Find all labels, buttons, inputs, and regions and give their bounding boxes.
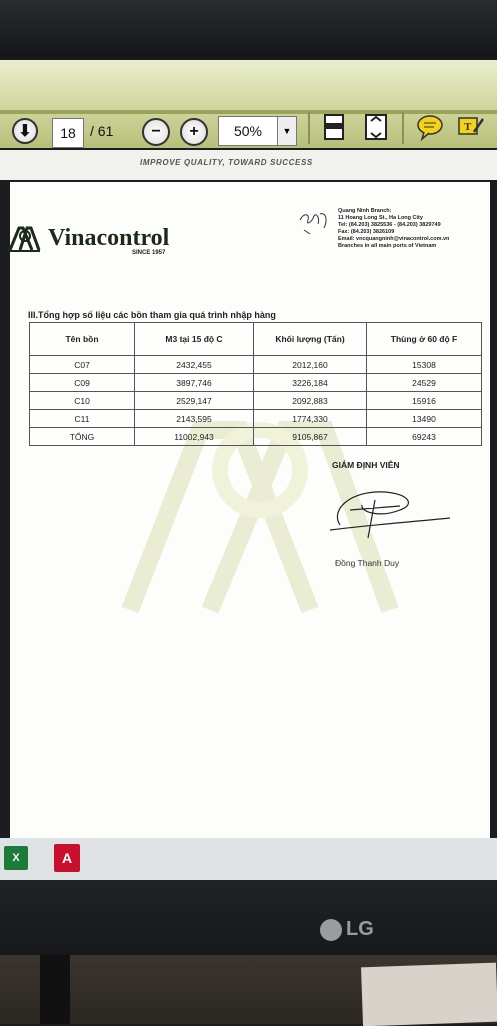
section-title: III.Tổng hợp số liệu các bồn tham gia quá trình nhập hàng bbox=[28, 310, 276, 320]
table-cell: 2012,160 bbox=[254, 356, 367, 374]
table-cell: 24529 bbox=[367, 374, 482, 392]
table-cell: C09 bbox=[30, 374, 135, 392]
fit-width-button[interactable] bbox=[322, 112, 346, 142]
fit-page-button[interactable] bbox=[362, 112, 386, 142]
table-cell: 2092,883 bbox=[254, 392, 367, 410]
table-cell: 15916 bbox=[367, 392, 482, 410]
table-row bbox=[30, 374, 482, 392]
table-cell: 69243 bbox=[367, 428, 482, 446]
banner-text: IMPROVE QUALITY, TOWARD SUCCESS bbox=[140, 158, 313, 167]
acrobat-icon: A bbox=[61, 850, 73, 866]
toolbar-separator-2 bbox=[402, 112, 404, 144]
branch-address: 11 Hoang Long St., Ha Long City bbox=[338, 215, 423, 221]
initials-signature bbox=[298, 210, 334, 238]
excel-icon: X bbox=[12, 852, 20, 864]
comment-button[interactable] bbox=[416, 112, 440, 142]
monitor-stand bbox=[40, 955, 70, 1024]
pdf-reader-taskbar-button[interactable] bbox=[54, 844, 80, 872]
page-total: / 61 bbox=[90, 123, 114, 139]
table-cell: 11002,943 bbox=[135, 428, 254, 446]
table-cell: C11 bbox=[30, 410, 135, 428]
page-number-input[interactable]: 18 bbox=[52, 118, 84, 148]
minus-icon: − bbox=[151, 123, 161, 140]
zoom-dropdown-button[interactable] bbox=[277, 116, 297, 146]
inspector-signature bbox=[290, 470, 460, 550]
table-cell: 9105,867 bbox=[254, 428, 367, 446]
table-cell: C07 bbox=[30, 356, 135, 374]
scales-logo-icon bbox=[6, 222, 42, 254]
table-row bbox=[30, 410, 482, 428]
table-cell: 1774,330 bbox=[254, 410, 367, 428]
column-header: Khối lượng (Tấn) bbox=[254, 323, 367, 356]
table-cell: 2529,147 bbox=[135, 392, 254, 410]
excel-taskbar-button[interactable] bbox=[4, 846, 28, 870]
branch-tel: Tel: (84.203) 3825536 - (84.203) 3829749 bbox=[338, 222, 441, 228]
table-cell: 3226,184 bbox=[254, 374, 367, 392]
table-cell: 13490 bbox=[367, 410, 482, 428]
table-cell: 15308 bbox=[367, 356, 482, 374]
monitor-brand: LG bbox=[346, 918, 374, 940]
column-header: M3 tại 15 độ C bbox=[135, 323, 254, 356]
zoom-level-input[interactable]: 50% bbox=[218, 116, 278, 146]
column-header: Thùng ở 60 độ F bbox=[367, 323, 482, 356]
inspector-title: GIÁM ĐỊNH VIÊN bbox=[332, 460, 400, 470]
table-cell: 2143,595 bbox=[135, 410, 254, 428]
tank-summary-table bbox=[29, 322, 482, 446]
monitor-logo bbox=[320, 918, 374, 941]
typewriter-button[interactable] bbox=[456, 112, 480, 142]
zoom-in-button[interactable] bbox=[180, 118, 208, 146]
table-cell: 3897,746 bbox=[135, 374, 254, 392]
branch-email: Email: vncquangninh@vinacontrol.com.vn bbox=[338, 236, 450, 242]
plus-icon: + bbox=[189, 123, 199, 140]
arrow-down-icon: ⬇ bbox=[18, 123, 32, 140]
desk-paper bbox=[361, 963, 497, 1026]
inspector-name: Đồng Thanh Duy bbox=[335, 558, 400, 568]
svg-text:T: T bbox=[464, 121, 472, 133]
monitor-bezel-top bbox=[0, 0, 497, 58]
fit-width-icon bbox=[322, 112, 346, 142]
branch-title: Quang Ninh Branch: bbox=[338, 208, 392, 214]
table-header-row bbox=[30, 323, 482, 356]
speech-bubble-icon bbox=[416, 112, 444, 142]
table-total-row bbox=[30, 428, 482, 446]
branch-note: Branches in all main ports of Vietnam bbox=[338, 243, 437, 249]
lg-circle-icon bbox=[320, 919, 342, 941]
chevron-down-icon: ▼ bbox=[282, 126, 292, 136]
toolbar-separator bbox=[308, 112, 310, 144]
fit-page-icon bbox=[362, 112, 390, 142]
table-cell: 2432,455 bbox=[135, 356, 254, 374]
table-cell: C10 bbox=[30, 392, 135, 410]
column-header: Tên bồn bbox=[30, 323, 135, 356]
table-cell: TỔNG bbox=[30, 428, 135, 446]
branch-fax: Fax: (84.203) 3826109 bbox=[338, 229, 395, 235]
table-row bbox=[30, 356, 482, 374]
typewriter-icon bbox=[456, 112, 486, 142]
company-name: Vinacontrol bbox=[48, 224, 170, 251]
table-row bbox=[30, 392, 482, 410]
zoom-out-button[interactable] bbox=[142, 118, 170, 146]
company-since: SINCE 1957 bbox=[132, 250, 166, 256]
next-page-button[interactable] bbox=[12, 118, 38, 144]
branch-info bbox=[338, 208, 488, 250]
